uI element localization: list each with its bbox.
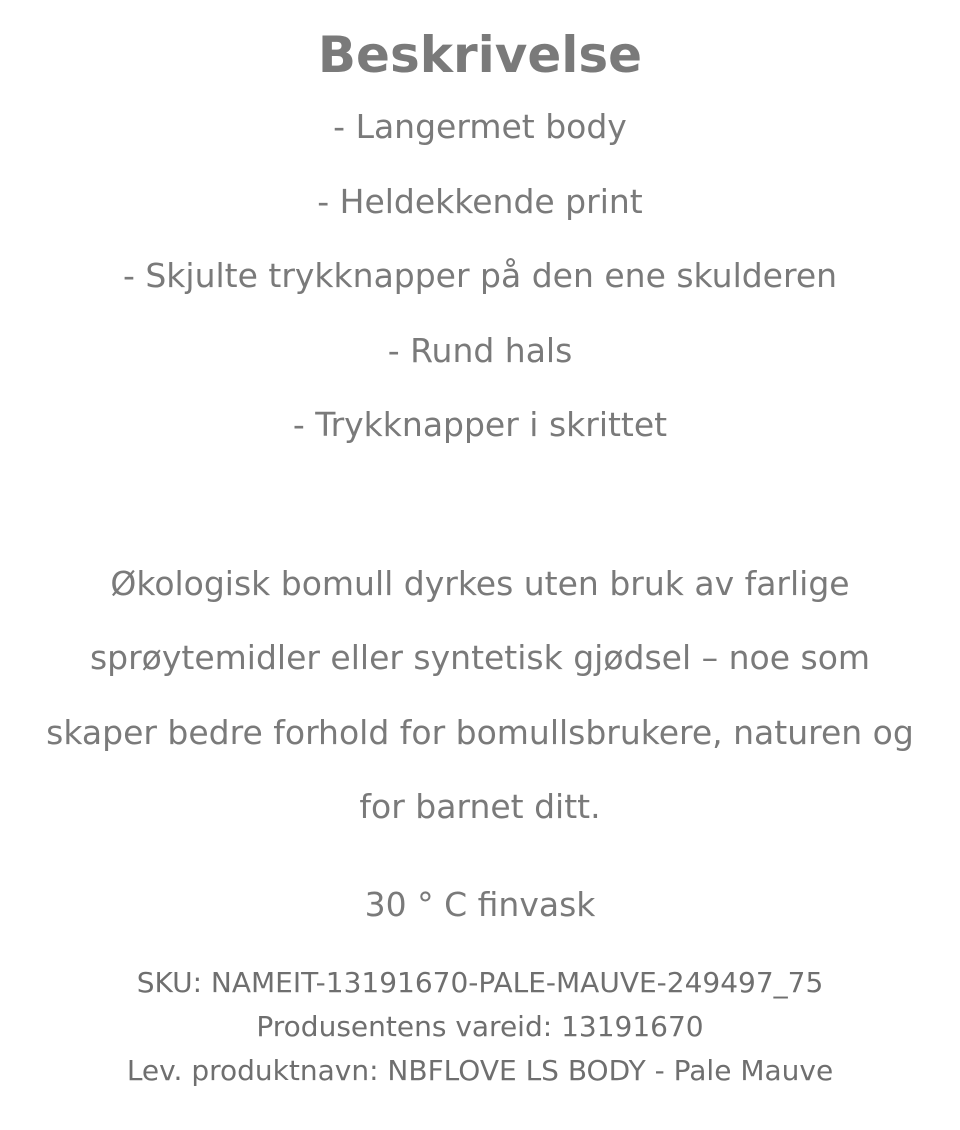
feature-item: - Skjulte trykknapper på den ene skulderen [122,256,838,295]
section-title: Beskrivelse [317,26,643,84]
supplier-product-name-text: Lev. produktnavn: NBFLOVE LS BODY - Pale Mauve [126,1053,834,1087]
sku-text: SKU: NAMEIT-13191670-PALE-MAUVE-249497_75 [136,965,824,999]
feature-list [0,90,960,463]
description-paragraph: Økologisk bomull dyrkes uten bruk av farlige sprøytemidler eller syntetisk gjødsel – noe som skaper bedre forhold for bomullsbrukere, naturen og for barnet ditt. [46,563,914,826]
feature-item: - Rund hals [387,330,573,370]
wash-instruction: 30 ° C finvask [364,884,596,924]
feature-item: - Langermet body [333,107,627,146]
manufacturer-id-text: Produsentens vareid: 13191670 [256,1009,704,1043]
feature-item: - Heldekkende print [317,181,643,221]
product-meta [0,961,960,1093]
feature-item: - Trykknapper i skrittet [292,405,668,444]
